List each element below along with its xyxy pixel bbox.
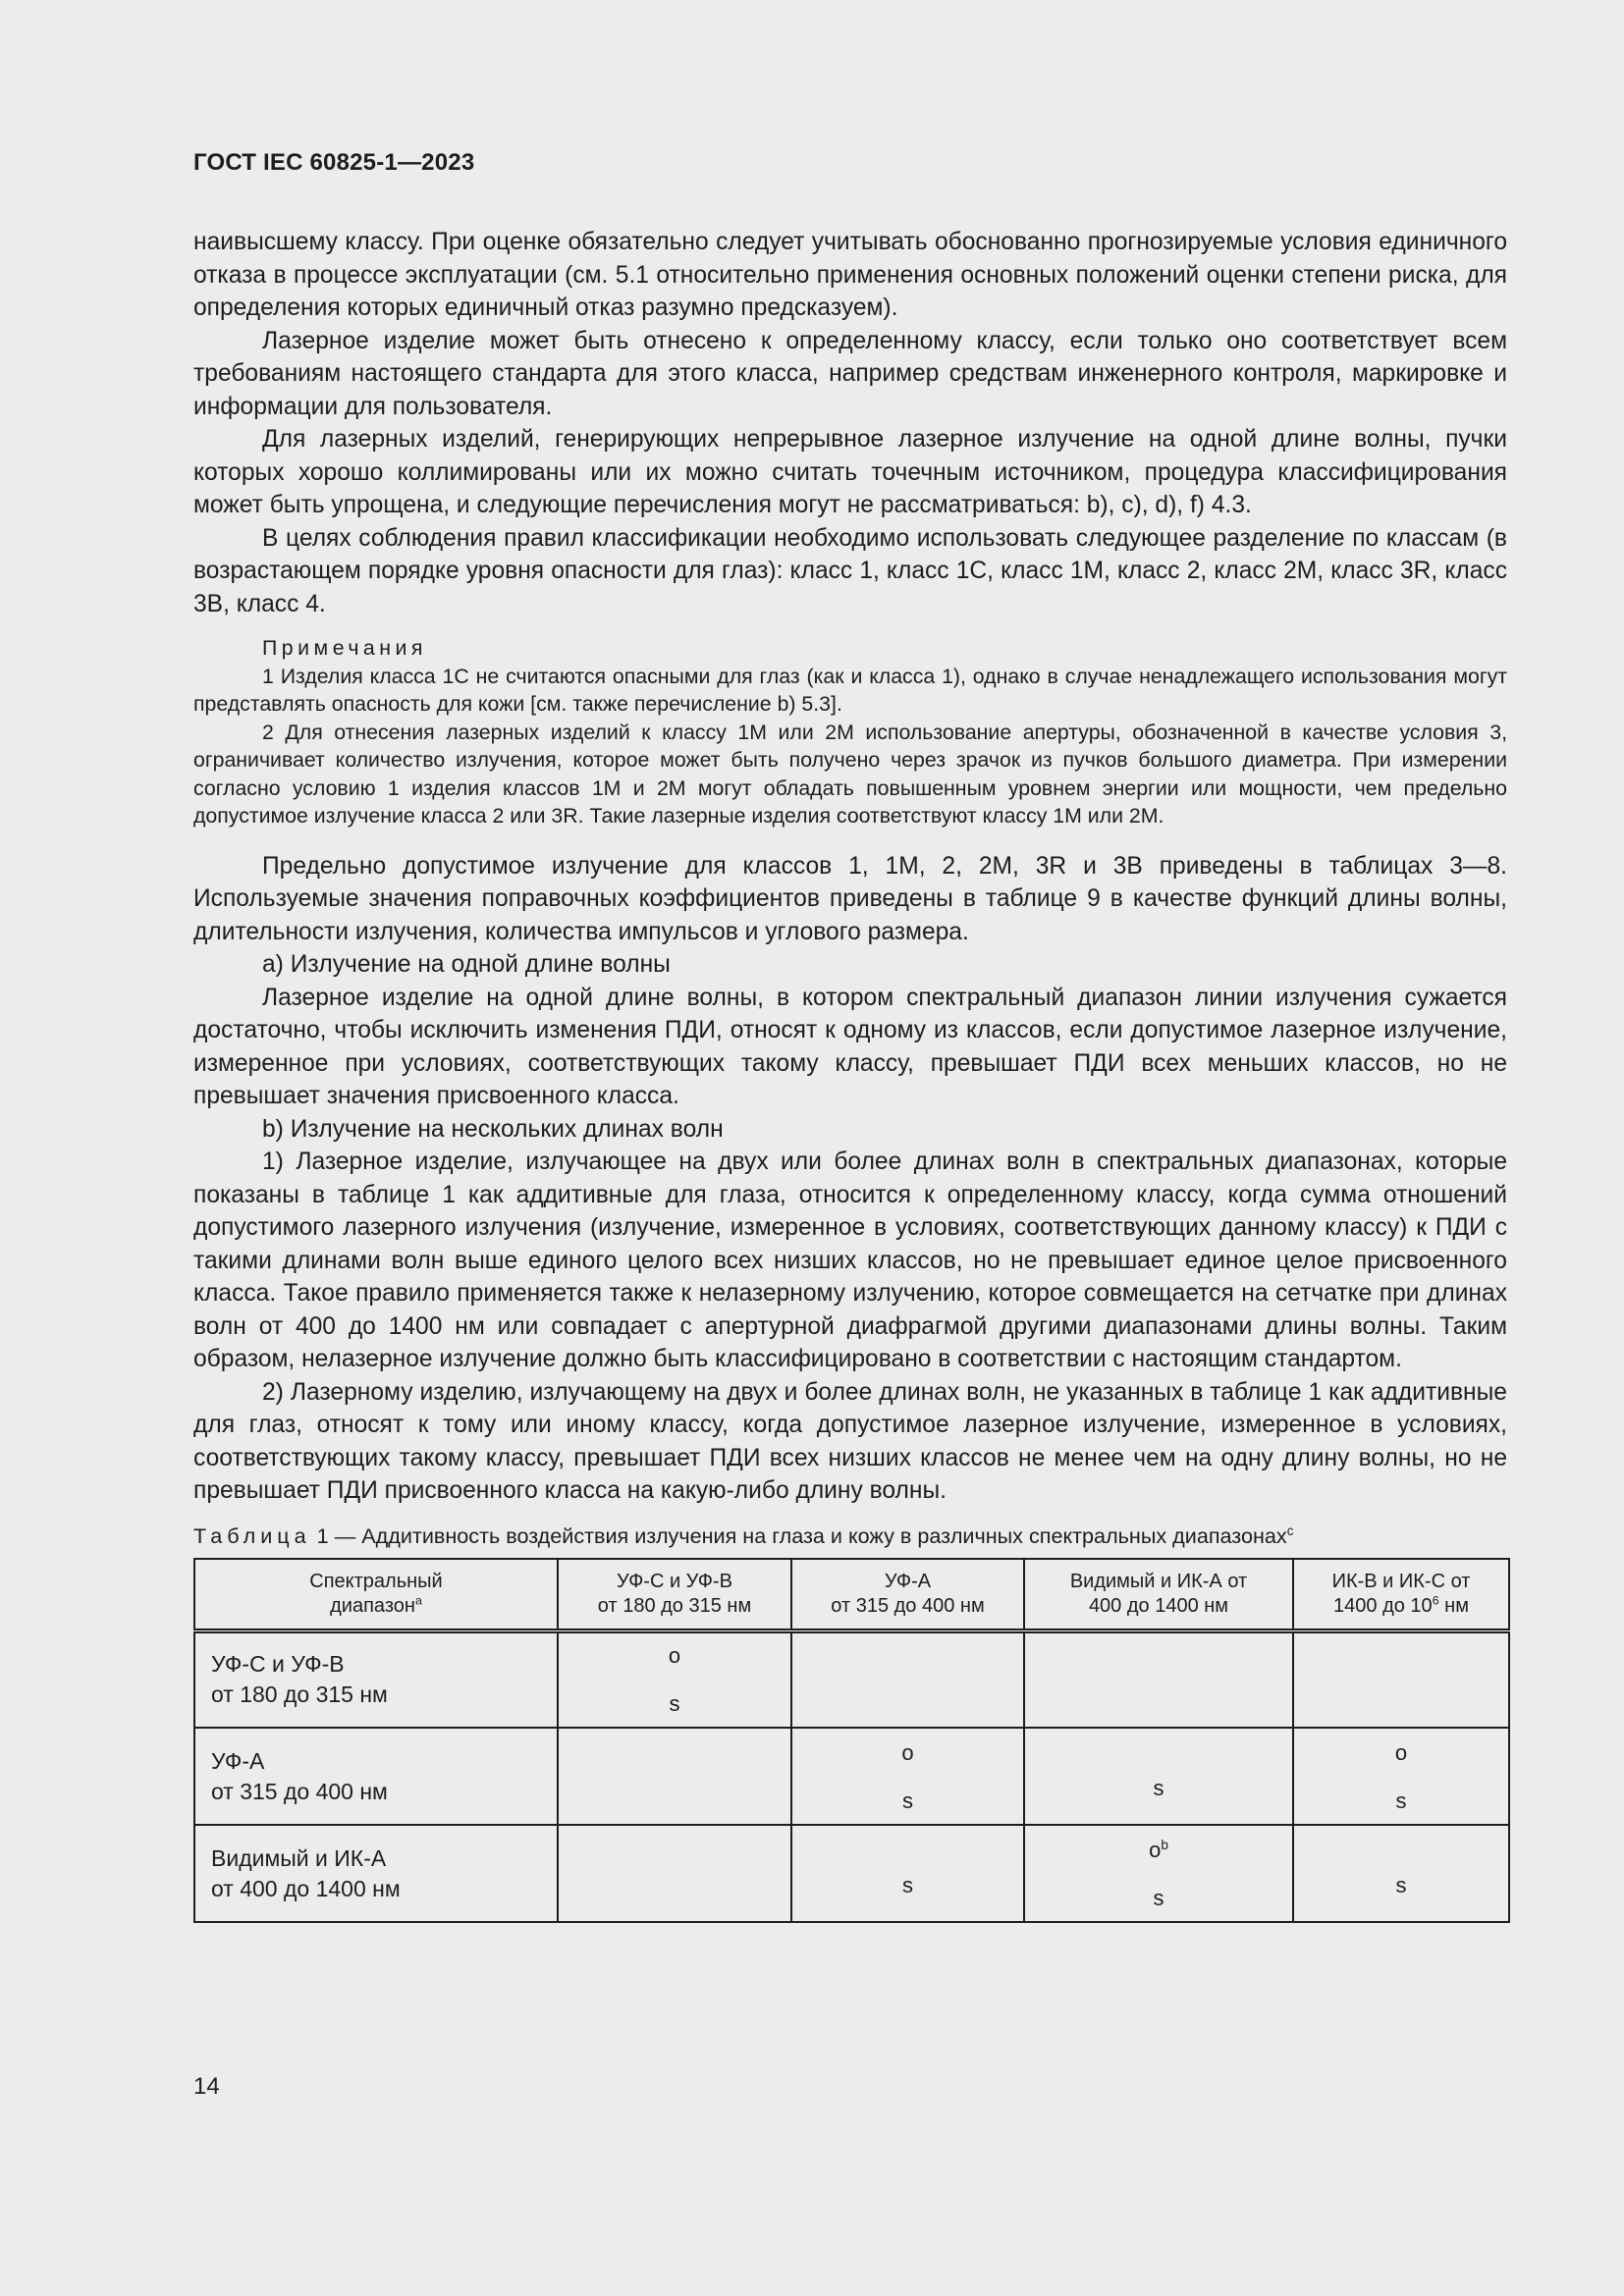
notes-heading: Примечания: [262, 636, 427, 660]
list-item-heading: b) Излучение на нескольких длинах волн: [262, 1115, 724, 1143]
table-cell: [791, 1630, 1024, 1728]
table-cell: [1024, 1630, 1293, 1728]
paragraph: Для лазерных изделий, генерирующих непрерывное лазерное излучение на одной длине волны, пучки которых хорошо коллимированы или их можно считать точечным источником, процедура классифицирования может быть упрощена, и следующие перечисления могут не рассматриваться: b), c), d), f) 4.3.: [193, 426, 1507, 518]
paragraph: Лазерное изделие на одной длине волны, в котором спектральный диапазон линии излучения сужается достаточно, чтобы исключить изменения ПДИ, относят к одному из классов, если допустимое лазерное излучение, измеренное при условиях, соответствующих такому классу, превышает ПДИ всех меньших классов, но не превышает значения присвоенного класса.: [193, 984, 1507, 1109]
list-item-heading: а) Излучение на одной длине волны: [262, 951, 671, 978]
paragraph: Лазерное изделие может быть отнесено к определенному классу, если только оно соответствует всем требованиям настоящего стандарта для этого класса, например средствам инженерного контроля, маркировке и информации для пользователя.: [193, 327, 1507, 420]
table-cell: [1293, 1630, 1509, 1728]
caption-label: Таблица: [193, 1522, 311, 1548]
column-header: Видимый и ИК-А от 400 до 1400 нм: [1024, 1559, 1293, 1631]
page-number: 14: [193, 2073, 220, 2100]
main-text: [193, 850, 1507, 1508]
row-header: УФ-А от 315 до 400 нм: [194, 1728, 558, 1825]
table-cell: $o^b$ s: [1024, 1825, 1293, 1922]
table-row: [194, 1630, 1509, 1728]
table-row: [194, 1825, 1509, 1922]
table-cell: [558, 1728, 791, 1825]
table-cell: s: [1024, 1728, 1293, 1825]
body-text: [193, 226, 1507, 1923]
row-header: Видимый и ИК-А от 400 до 1400 нм: [194, 1825, 558, 1922]
notes-block: [193, 634, 1507, 830]
note-item: 2 Для отнесения лазерных изделий к классу 1М или 2М использование апертуры, обозначенной в качестве условия 3, ограничивает количество излучения, которое может быть получено через зрачок из пучков большого диаметра. При измерении согласно условию 1 изделия классов 1М и 2М могут обладать повышенным уровнем энергии или мощности, чем предельно допустимое излучение класса 2 или 3R. Такие лазерные изделия соответствуют классу 1М или 2М.: [193, 720, 1507, 828]
table-cell: o s: [1293, 1728, 1509, 1825]
paragraph: В целях соблюдения правил классификации необходимо использовать следующее разделение по классам (в возрастающем порядке уровня опасности для глаз): класс 1, класс 1С, класс 1М, класс 2, класс 2М, класс 3R, класс 3В, класс 4.: [193, 524, 1507, 617]
table-cell: s: [1293, 1825, 1509, 1922]
table-caption: [193, 1520, 1507, 1552]
document-header: ГОСТ IEC 60825-1—2023: [193, 149, 475, 176]
paragraph: 2) Лазерному изделию, излучающему на двух и более длинах волн, не указанных в таблице 1 как аддитивные для глаз, относят к тому или иному классу, когда допустимое лазерное излучение, измеренное в условиях, соответствующих такому классу, превышает ПДИ всех низших классов не менее чем на одну длину волны, но не превышает ПДИ присвоенного класса на какую-либо длину волны.: [193, 1378, 1507, 1504]
column-header: УФ-С и УФ-В от 180 до 315 нм: [558, 1559, 791, 1631]
table-cell: s: [791, 1825, 1024, 1922]
paragraph: 1) Лазерное изделие, излучающее на двух или более длинах волн в спектральных диапазонах, которые показаны в таблице 1 как аддитивные для глаза, относится к определенному классу, когда сумма отношений допустимого лазерного излучения (излучение, измеренное в условиях, соответствующих данному классу) к ПДИ с такими длинами волн выше единого целого всех низших классов, но не превышает единое целое присвоенного класса. Такое правило применяется также к нелазерному излучению, которое совмещается на сетчатке при длинах волн от 400 до 1400 нм или совпадает с апертурной диафрагмой другими диапазонами длины волны. Таким образом, нелазерное излучение должно быть классифицировано в соответствии с настоящим стандартом.: [193, 1148, 1507, 1372]
row-header: УФ-С и УФ-В от 180 до 315 нм: [194, 1630, 558, 1728]
note-item: 1 Изделия класса 1С не считаются опасными для глаз (как и класса 1), однако в случае ненадлежащего использования могут представлять опасность для кожи [см. также перечисление b) 5.3].: [193, 664, 1507, 716]
caption-footnote-mark: c: [1286, 1522, 1294, 1538]
caption-text: 1 — Аддитивность воздействия излучения на глаза и кожу в различных спектральных диапазонах: [310, 1522, 1287, 1548]
table-header-row: [194, 1559, 1509, 1631]
paragraph: Предельно допустимое излучение для классов 1, 1М, 2, 2М, 3R и 3В приведены в таблицах 3—8. Используемые значения поправочных коэффициентов приведены в таблице 9 в качестве функций длины волны, длительности излучения, количества импульсов и углового размера.: [193, 852, 1507, 945]
table-cell: [558, 1825, 791, 1922]
paragraph: наивысшему классу. При оценке обязательно следует учитывать обоснованно прогнозируемые условия единичного отказа в процессе эксплуатации (см. 5.1 относительно применения основных положений оценки степени риска, для определения которых единичный отказ разумно предсказуем).: [193, 229, 1507, 321]
column-header: УФ-А от 315 до 400 нм: [791, 1559, 1024, 1631]
additivity-table: [193, 1558, 1510, 1924]
table-cell: o s: [558, 1630, 791, 1728]
column-header: Спектральный диапазон$^a$: [194, 1559, 558, 1631]
column-header: ИК-В и ИК-С от 1400 до $10^6$ нм: [1293, 1559, 1509, 1631]
table-cell: o s: [791, 1728, 1024, 1825]
table-row: [194, 1728, 1509, 1825]
